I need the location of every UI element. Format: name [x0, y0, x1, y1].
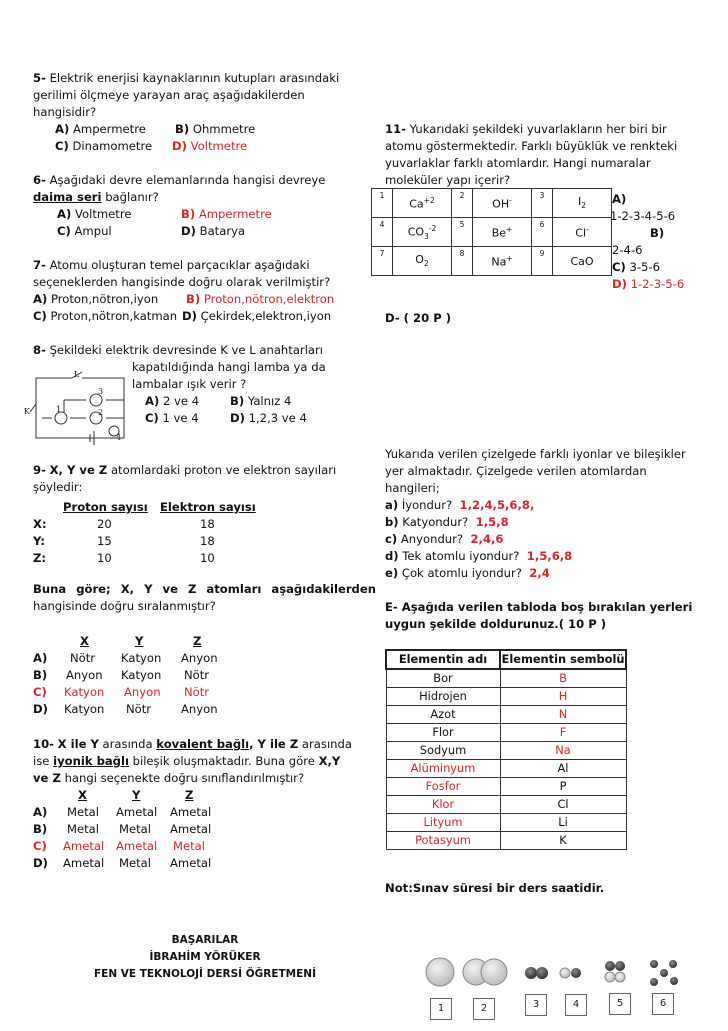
q9-opt-d-x: Katyon — [64, 702, 105, 716]
section-d-intro2: yer almaktadır. Çizelgede verilen atomlardan — [385, 464, 647, 478]
q5-line1 — [33, 70, 339, 87]
q9-row-y-proton: 15 — [97, 534, 112, 548]
atom-label-6: 6 — [652, 993, 674, 1015]
q9-col-electron: Elektron sayısı — [160, 500, 256, 514]
q9-opt-a-x: Nötr — [70, 651, 96, 665]
element-symbol: N — [500, 706, 626, 724]
q6-line2: daima seri bağlanır? — [33, 190, 159, 204]
element-symbol: Cl — [500, 796, 626, 814]
footer-line1: BAŞARILAR — [171, 934, 239, 946]
ion-cell: Cl- — [553, 218, 612, 247]
ion-cell-num: 3 — [532, 189, 553, 218]
atom-label-5: 5 — [609, 993, 631, 1015]
circuit-label-l: L — [74, 370, 80, 379]
section-d-intro3: hangileri; — [385, 481, 440, 495]
q7-option-c: C) Proton,nötron,katman — [33, 309, 178, 323]
element-symbol: Li — [500, 814, 626, 832]
q9-header-x: X — [80, 634, 89, 648]
q6-option-d: D) Batarya — [181, 224, 246, 238]
q10-opt-a-z: Ametal — [170, 805, 212, 819]
q11-line4: moleküler yapı içerir? — [385, 173, 511, 187]
q8-line2: kapatıldığında hangi lamba ya da — [132, 360, 326, 374]
ion-cell: $CO_3^{-2}$ — [393, 218, 452, 247]
q9-line1: 9- X, Y ve Z atomlardaki proton ve elektron sayıları — [33, 463, 337, 477]
footer-line2: İBRAHİM YÖRÜKER — [149, 951, 261, 963]
q8-option-a: A) 2 ve 4 — [145, 394, 200, 408]
q10-opt-a-y: Ametal — [116, 805, 158, 819]
ion-cell-num: 1 — [372, 189, 393, 218]
q9-row-y-electron: 18 — [200, 534, 215, 548]
q10-opt-d-key: D) — [33, 856, 48, 870]
ion-cell: $O_2$ — [393, 247, 452, 276]
ion-cell-num: 7 — [372, 247, 393, 276]
q11-line1: 11- Yukarıdaki şekildeki yuvarlakların her biri bir — [385, 122, 667, 136]
q10-opt-c-y: Ametal — [116, 839, 158, 853]
section-e-title1: E- Aşağıda verilen tabloda boş bırakılan yerleri — [385, 600, 693, 614]
q9-opt-b-y: Katyon — [121, 668, 162, 682]
q9-opt-d-key: D) — [33, 702, 48, 716]
q9-row-z-electron: 10 — [200, 551, 215, 565]
q9-opt-b-key: B) — [33, 668, 48, 682]
q11-option-b: 2-4-6 — [612, 243, 643, 257]
ion-cell: $Ca^{+2}$ — [393, 189, 452, 218]
q7-option-d: D) Çekirdek,elektron,iyon — [182, 309, 332, 323]
q9-opt-d-z: Anyon — [181, 702, 218, 716]
ion-table — [371, 188, 612, 276]
q8-option-d: D) 1,2,3 ve 4 — [230, 411, 307, 425]
q8-option-b: B) Yalnız 4 — [230, 394, 292, 408]
element-name: Azot — [386, 706, 500, 724]
q9-row-z-proton: 10 — [97, 551, 112, 565]
q10-opt-b-z: Ametal — [170, 822, 212, 836]
circuit-label-4: 4 — [116, 433, 122, 442]
circuit-diagram — [24, 368, 132, 446]
q9-col-proton: Proton sayısı — [63, 500, 148, 514]
q11-option-a-key: A) — [612, 192, 627, 206]
q10-opt-c-key-answer: C) — [33, 839, 47, 853]
q9-row-x-proton: 20 — [97, 517, 112, 531]
q7-option-b-answer: B) Proton,nötron,elektron — [186, 292, 335, 306]
q11-option-c: C) 3-5-6 — [612, 260, 660, 274]
circuit-label-1: 1 — [56, 405, 62, 414]
element-table-header-name: Elementin adı — [386, 650, 500, 669]
section-d-item-b: b) Katyondur? 1,5,8 — [385, 515, 509, 529]
q7-line1: 7- Atomu oluşturan temel parçacıklar aşağıdaki — [33, 258, 310, 272]
q9-question-line1: Buna göre; X, Y ve Z atomları aşağıdakilerden — [33, 582, 376, 596]
q10-header-y: Y — [132, 788, 141, 802]
q7-option-a: A) Proton,nötron,iyon — [33, 292, 159, 306]
q5-option-d-answer: D) Voltmetre — [172, 139, 248, 153]
q10-opt-c-x: Ametal — [63, 839, 105, 853]
q9-opt-b-x: Anyon — [66, 668, 103, 682]
q9-opt-c-y: Anyon — [124, 685, 161, 699]
q8-option-c: C) 1 ve 4 — [145, 411, 199, 425]
q9-opt-c-x: Katyon — [64, 685, 105, 699]
ion-cell: CaO — [553, 247, 612, 276]
circuit-label-k: K — [24, 407, 30, 416]
footer-line3: FEN VE TEKNOLOJİ DERSİ ÖĞRETMENİ — [93, 968, 317, 980]
q9-opt-b-z: Nötr — [184, 668, 210, 682]
q10-opt-a-key: A) — [33, 805, 48, 819]
q5-option-b: B) Ohmmetre — [175, 122, 256, 136]
atom-label-3: 3 — [525, 994, 547, 1016]
q10-opt-b-y: Metal — [119, 822, 152, 836]
q9-opt-c-z: Nötr — [184, 685, 210, 699]
q6-option-a: A) Voltmetre — [57, 207, 132, 221]
q9-row-x-atom: X: — [33, 517, 47, 531]
q9-line2: şöyledir: — [33, 480, 83, 494]
section-d-item-a: a) İyondur? 1,2,4,5,6,8, — [385, 498, 535, 512]
element-name: Flor — [386, 724, 500, 742]
exam-note: Not:Sınav süresi bir ders saatidir. — [385, 881, 605, 895]
ion-cell-num: 6 — [532, 218, 553, 247]
element-symbol: H — [500, 688, 626, 706]
atom-label-2: 2 — [473, 998, 495, 1020]
q10-line3: ve Z hangi seçenekte doğru sınıflandırılmıştır? — [33, 771, 305, 785]
q5-line3: hangisidir? — [33, 105, 97, 119]
q9-opt-a-z: Anyon — [181, 651, 218, 665]
q10-header-z: Z — [185, 788, 194, 802]
element-name: Klor — [386, 796, 500, 814]
element-symbol: B — [500, 669, 626, 688]
element-name: Fosfor — [386, 778, 500, 796]
q9-opt-d-y: Nötr — [126, 702, 152, 716]
q11-option-d-answer: D) 1-2-3-5-6 — [612, 277, 685, 291]
q10-opt-a-x: Metal — [67, 805, 100, 819]
ion-cell-num: 5 — [452, 218, 473, 247]
q5-line2: gerilimi ölçmeye yarayan araç aşağıdakilerden — [33, 88, 305, 102]
ion-cell: Na+ — [473, 247, 532, 276]
q10-opt-b-key: B) — [33, 822, 48, 836]
element-name: Lityum — [386, 814, 500, 832]
section-d-intro1: Yukarıda verilen çizelgede farklı iyonlar ve bileşikler — [385, 447, 686, 461]
q10-opt-d-z: Ametal — [170, 856, 212, 870]
q10-opt-d-x: Ametal — [63, 856, 105, 870]
element-name: Potasyum — [386, 832, 500, 850]
circuit-label-3: 3 — [98, 387, 104, 396]
q10-opt-b-x: Metal — [67, 822, 100, 836]
q9-opt-c-key-answer: C) — [33, 685, 47, 699]
element-table-header-symbol: Elementin sembolü — [500, 650, 626, 669]
element-symbol: Na — [500, 742, 626, 760]
q5-number: 5- — [33, 71, 46, 85]
q10-opt-c-z: Metal — [173, 839, 206, 853]
q10-line1: 10- X ile Y arasında kovalent bağlı, Y ile Z arasında — [33, 737, 352, 751]
q6-line1: 6- Aşağıdaki devre elemanlarında hangisi devreye — [33, 173, 326, 187]
q10-header-x: X — [78, 788, 87, 802]
circuit-label-2: 2 — [98, 408, 104, 417]
atom-label-4: 4 — [565, 994, 587, 1016]
q10-line2: ise iyonik bağlı bileşik oluşmaktadır. Buna göre X,Y — [33, 754, 341, 768]
q9-header-y: Y — [135, 634, 144, 648]
element-name: Alüminyum — [386, 760, 500, 778]
q11-option-b-key: B) — [650, 226, 665, 240]
q5-option-a: A) Ampermetre — [55, 122, 146, 136]
ion-cell: OH- — [473, 189, 532, 218]
q9-question-line2: hangisinde doğru sıralanmıştır? — [33, 599, 216, 613]
q11-line2: atomu göstermektedir. Farklı büyüklük ve renkteki — [385, 139, 678, 153]
element-symbol: K — [500, 832, 626, 850]
section-d-title: D- ( 20 P ) — [385, 311, 452, 325]
element-symbol: Al — [500, 760, 626, 778]
section-e-title2: uygun şekilde doldurunuz.( 10 P ) — [385, 617, 607, 631]
q9-row-z-atom: Z: — [33, 551, 47, 565]
section-d-item-c: c) Anyondur? 2,4,6 — [385, 532, 504, 546]
section-d-item-e: e) Çok atomlu iyondur? 2,4 — [385, 566, 550, 580]
element-name: Bor — [386, 669, 500, 688]
q9-opt-a-key: A) — [33, 651, 48, 665]
ion-cell: $I_2$ — [553, 189, 612, 218]
q9-row-x-electron: 18 — [200, 517, 215, 531]
ion-cell-num: 2 — [452, 189, 473, 218]
section-d-item-d: d) Tek atomlu iyondur? 1,5,6,8 — [385, 549, 573, 563]
element-symbol: P — [500, 778, 626, 796]
atom-label-1: 1 — [430, 998, 452, 1020]
q7-line2: seçeneklerden hangisinde doğru olarak verilmiştir? — [33, 275, 331, 289]
q11-line3: yuvarlaklar farklı atomlardır. Hangi numaralar — [385, 156, 651, 170]
q9-opt-a-y: Katyon — [121, 651, 162, 665]
ion-cell: Be+ — [473, 218, 532, 247]
q10-opt-d-y: Metal — [119, 856, 152, 870]
q6-option-b-answer: B) Ampermetre — [181, 207, 272, 221]
ion-cell-num: 8 — [452, 247, 473, 276]
q8-line3: lambalar ışık verir ? — [132, 377, 247, 391]
q9-row-y-atom: Y: — [33, 534, 46, 548]
ion-cell-num: 9 — [532, 247, 553, 276]
q8-line1: 8- Şekildeki elektrik devresinde K ve L anahtarları — [33, 343, 324, 357]
q11-option-a: 1-2-3-4-5-6 — [610, 209, 676, 223]
element-symbol: F — [500, 724, 626, 742]
q5-text1: Elektrik enerjisi kaynaklarının kutupları arasındaki — [49, 71, 340, 85]
element-name: Hidrojen — [386, 688, 500, 706]
q6-option-c: C) Ampul — [57, 224, 112, 238]
element-table — [385, 649, 627, 850]
element-name: Sodyum — [386, 742, 500, 760]
q5-option-c: C) Dinamometre — [55, 139, 153, 153]
ion-cell-num: 4 — [372, 218, 393, 247]
q9-header-z: Z — [193, 634, 202, 648]
